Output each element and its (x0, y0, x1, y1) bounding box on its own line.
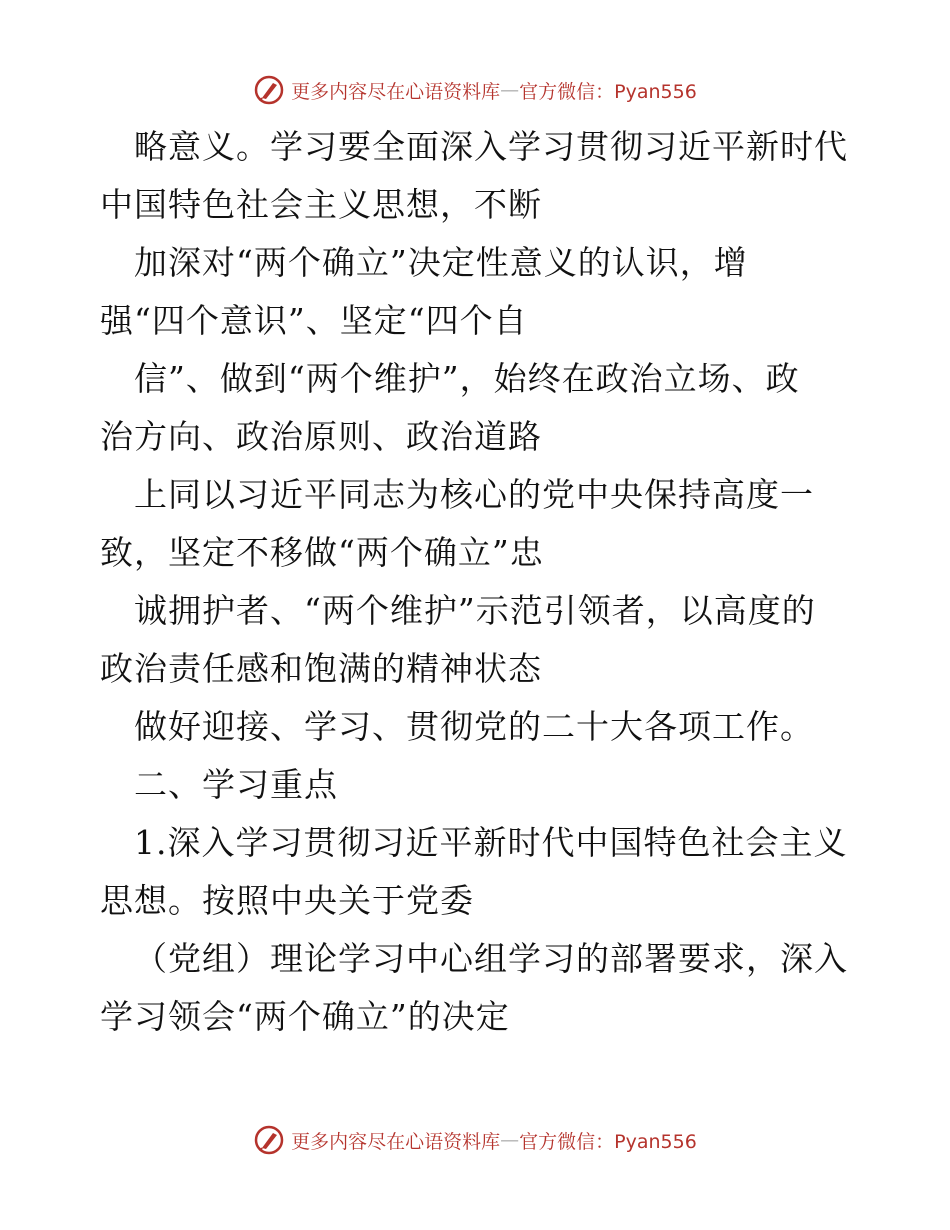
text-line: 信”、做到“两个维护”，始终在政治立场、政 (134, 359, 800, 398)
text-line: 1.深入学习贯彻习近平新时代中国特色社会主义 (134, 823, 848, 862)
quill-logo-icon (253, 74, 285, 106)
text-line: （党组）理论学习中心组学习的部署要求，深入 (134, 939, 848, 978)
banner-wechat-text: 官方微信：Pyan556 (519, 80, 697, 103)
text-line: 上同以习近平同志为核心的党中央保持高度一 (134, 475, 814, 514)
text-line: 政治责任感和饱满的精神状态 (100, 649, 542, 688)
text-line: 加深对“两个确立”决定性意义的认识，增 (134, 243, 748, 282)
document-body (100, 118, 860, 1046)
text-line: 强“四个意识”、坚定“四个自 (100, 301, 528, 340)
footer-watermark (0, 1120, 950, 1160)
text-line: 思想。按照中央关于党委 (100, 881, 474, 920)
text-line: 学习领会“两个确立”的决定 (100, 997, 510, 1036)
text-line: 治方向、政治原则、政治道路 (100, 417, 542, 456)
banner-main-text: 更多内容尽在心语资料库 (291, 1130, 501, 1153)
text-line: 致，坚定不移做“两个确立”忠 (100, 533, 544, 572)
quill-logo-icon (253, 1124, 285, 1156)
header-watermark (0, 70, 950, 110)
section-heading: 二、学习重点 (134, 765, 338, 804)
banner-wechat-text: 官方微信：Pyan556 (519, 1130, 697, 1153)
banner-dash: — (500, 1129, 520, 1151)
banner-dash: — (500, 79, 520, 101)
text-line: 中国特色社会主义思想，不断 (100, 185, 542, 224)
text-line: 做好迎接、学习、贯彻党的二十大各项工作。 (134, 707, 814, 746)
text-line: 诚拥护者、“两个维护”示范引领者，以高度的 (134, 591, 816, 630)
text-line: 略意义。学习要全面深入学习贯彻习近平新时代 (134, 127, 848, 166)
banner-main-text: 更多内容尽在心语资料库 (291, 80, 501, 103)
